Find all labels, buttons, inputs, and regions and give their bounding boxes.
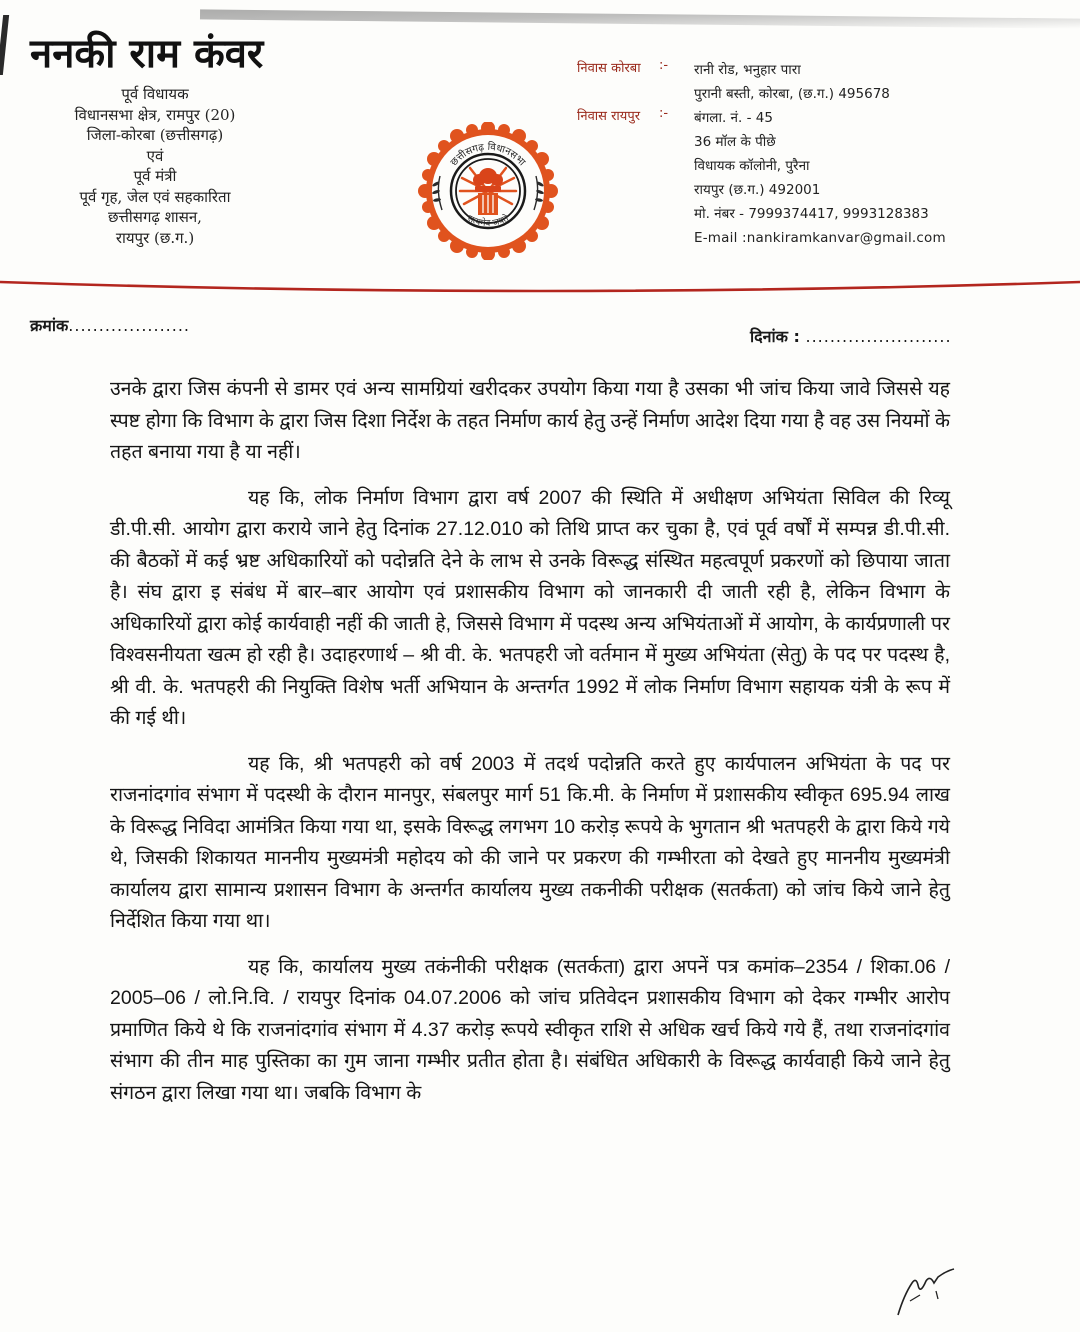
body-paragraph: यह कि, कार्यालय मुख्य तकंनीकी परीक्षक (सतर्कता) द्वारा अपनें पत्र कमांक–2354 / शिका.06 / 2005–06 / लो.नि.वि. / रायपुर दिनांक 04.07.2006 को जांच प्रतिवेदन प्रशासकीय विभाग को देकर गम्भीर आरोप प्रमाणित किये थे कि राजनांदगांव संभाग में 4.37 करोड़ रूपये स्वीकृत राशि से अधिक खर्च किये गये हैं, तथा राजनांदगांव संभाग की तीन माह पुस्तिका का गुम जाना गम्भीर प्रतीत होता है। संबंधित अधिकारी के विरूद्ध कार्यवाही किये जाने हेतु संगठन द्वारा लिखा गया था। जबकि विभाग के xyxy=(110,955,950,1104)
handwritten-signature-icon xyxy=(890,1265,960,1320)
designation-line: पूर्व विधायक xyxy=(121,85,189,103)
designation-line: रायपुर (छ.ग.) xyxy=(115,228,195,247)
designation-line: पूर्व गृह, जेल एवं सहकारिता xyxy=(79,187,231,206)
email-address[interactable]: E-mail :nankiramkanvar@gmail.com xyxy=(694,230,946,246)
reference-number-label: क्रमांक xyxy=(30,316,69,335)
chhattisgarh-vidhansabha-emblem-icon xyxy=(418,122,558,260)
address-lines xyxy=(694,58,890,106)
body-paragraph: यह कि, श्री भतपहरी को वर्ष 2003 में तदर्थ पदोन्नति करते हुए कार्यपालन अभियंता के पद पर राजनांदगांव संभाग में पदस्थी के दौरान मानपुर, संबलपुर मार्ग 51 कि.मी. के निर्माण में प्रशासकीय स्वीकृत 695.94 लाख के विरूद्ध निविदा आमंत्रित किया गया था, इसके विरूद्ध लगभग 10 करोड़ रूपये के भुगतान श्री भतपहरी के द्वारा किये गये थे, जिसकी शिकायत माननीय मुख्यमंत्री महोदय को की जाने पर प्रकरण की गम्भीरता को देखते हुए माननीय मुख्यमंत्री कार्यालय द्वारा सामान्य प्रशासन विभाग के अन्तर्गत कार्यालय मुख्य तकनीकी परीक्षक (सतर्कता) को जांच किये जाने हेतु निर्देशित किया गया था। xyxy=(110,752,950,932)
designation-line: छत्तीसगढ़ शासन, xyxy=(108,208,202,226)
address-korba xyxy=(577,58,1057,106)
designation-line: एवं xyxy=(146,146,164,165)
address-line: रायपुर (छ.ग.) 492001 xyxy=(694,182,821,198)
address-line: बंगला. नं. - 45 xyxy=(694,110,773,126)
address-raipur xyxy=(577,106,1057,250)
date-label: दिनांक : xyxy=(750,327,800,346)
body-paragraph: यह कि, लोक निर्माण विभाग द्वारा वर्ष 2007 की स्थिति में अधीक्षण अभियंता सिविल की रिव्यू डी.पी.सी. आयोग द्वारा कराये जाने हेतु दिनांक 27.12.010 को तिथि प्राप्त कर चुका है, एवं पूर्व वर्षों में सम्पन्न डी.पी.सी. की बैठकों में कई भ्रष्ट अधिकारियों को पदोन्नति देने के लाभ से उनके विरूद्ध संस्थित महत्वपूर्ण प्रकरणों को छिपाया जाता है। संघ द्वारा इ संबंध में बार–बार आयोग एवं प्रशासकीय विभाग को जानकारी दी जाती रही है, लेकिन विभाग के अधिकारियों द्वारा कोई कार्यवाही नहीं की जाती हे, जिससे विभाग में पदस्थ अन्य अभियंताओं में आयोग, के कार्यप्रणाली पर विश्वसनीयता खत्म हो रही है। उदाहरणार्थ – श्री वी. के. भतपहरी जो वर्तमान में मुख्य अभियंता (सेतु) के पद पर पदस्थ है, श्री वी. के. भतपहरी की नियुक्ति विशेष भर्ती अभियान के अन्तर्गत 1992 में लोक निर्माण विभाग सहायक यंत्री के रूप में की गई थी। xyxy=(110,486,950,729)
letter-body xyxy=(110,374,950,1109)
designation-line: विधानसभा क्षेत्र, रामपुर (20) xyxy=(74,105,236,124)
page-left-edge xyxy=(0,15,9,75)
reference-number-blank: .................... xyxy=(68,316,191,335)
address-separator: :- xyxy=(659,58,669,73)
letterhead-divider xyxy=(0,278,1080,298)
designation-block xyxy=(30,84,280,248)
address-line: 36 मॉल के पीछे xyxy=(694,134,776,150)
date-blank: ........................ xyxy=(805,327,952,346)
address-line: विधायक कॉलोनी, पुरैना xyxy=(694,158,810,174)
emblem-motto-text: सत्यमेव जयते xyxy=(465,213,511,229)
address-lines xyxy=(694,106,946,250)
address-block xyxy=(577,58,1057,250)
emblem-top-text: छत्तीसगढ़ विधानसभा xyxy=(448,141,528,169)
body-paragraph: उनके द्वारा जिस कंपनी से डामर एवं अन्य सामग्रियां खरीदकर उपयोग किया गया है उसका भी जांच किया जावे जिससे यह स्पष्ट होगा कि विभाग के द्वारा जिस दिशा निर्देश के तहत निर्माण कार्य हेतु उन्हें निर्माण आदेश दिया गया है वह उस नियमों के तहत बनाया गया है या नहीं। xyxy=(110,378,950,463)
reference-number-field xyxy=(30,314,190,336)
address-line: पुरानी बस्ती, कोरबा, (छ.ग.) 495678 xyxy=(694,86,890,102)
date-field xyxy=(750,325,952,347)
address-label: निवास रायपुर xyxy=(577,109,641,124)
designation-line: पूर्व मंत्री xyxy=(133,167,177,185)
page-shadow-edge xyxy=(200,9,1080,28)
phone-numbers: मो. नंबर - 7999374417, 9993128383 xyxy=(694,206,929,222)
letterhead-name: ननकी राम कंवर xyxy=(30,31,264,77)
designation-line: जिला-कोरबा (छत्तीसगढ़) xyxy=(86,126,224,144)
address-separator: :- xyxy=(659,106,669,121)
address-label: निवास कोरबा xyxy=(577,61,641,76)
address-line: रानी रोड, भनुहार पारा xyxy=(694,62,801,78)
